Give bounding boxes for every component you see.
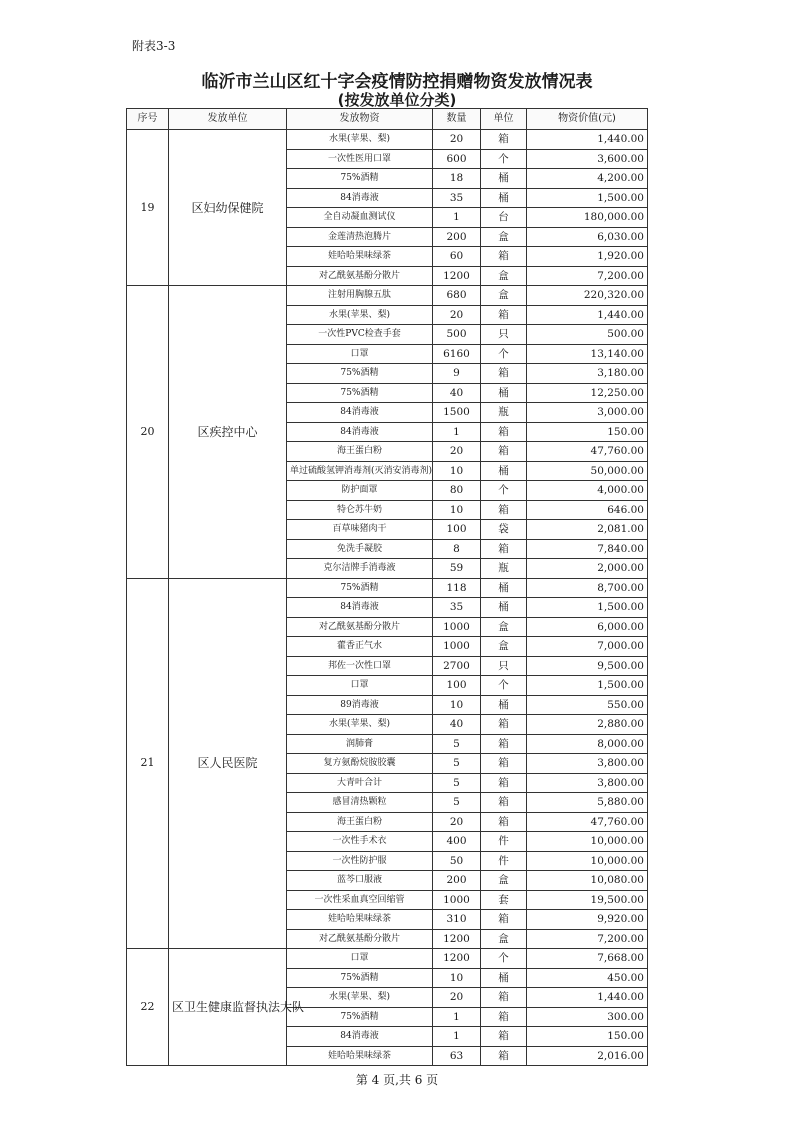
header-unit: 发放单位 [169,109,287,130]
value-cell: 500.00 [527,325,648,345]
value-cell: 10,080.00 [527,871,648,891]
item-cell: 89消毒液 [287,695,433,715]
measure-cell: 箱 [481,500,527,520]
value-cell: 4,000.00 [527,481,648,501]
distribution-table [126,108,648,1066]
item-cell: 84消毒液 [287,422,433,442]
measure-cell: 箱 [481,754,527,774]
value-cell: 150.00 [527,422,648,442]
value-cell: 19,500.00 [527,890,648,910]
item-cell: 水果(苹果、梨) [287,130,433,150]
value-cell: 47,760.00 [527,812,648,832]
item-cell: 单过硫酸氢钾消毒剂(灭消安消毒剂) [287,461,433,481]
measure-cell: 箱 [481,812,527,832]
quantity-cell: 1000 [433,617,481,637]
value-cell: 2,000.00 [527,559,648,579]
quantity-cell: 50 [433,851,481,871]
quantity-cell: 63 [433,1046,481,1066]
quantity-cell: 40 [433,715,481,735]
quantity-cell: 600 [433,149,481,169]
item-cell: 防护面罩 [287,481,433,501]
value-cell: 6,000.00 [527,617,648,637]
item-cell: 84消毒液 [287,1027,433,1047]
item-cell: 克尔洁牌手消毒液 [287,559,433,579]
quantity-cell: 1 [433,1027,481,1047]
item-cell: 一次性采血真空回缩管 [287,890,433,910]
quantity-cell: 59 [433,559,481,579]
measure-cell: 箱 [481,773,527,793]
item-cell: 娃哈哈果味绿茶 [287,910,433,930]
measure-cell: 个 [481,149,527,169]
measure-cell: 箱 [481,442,527,462]
measure-cell: 盒 [481,286,527,306]
quantity-cell: 200 [433,871,481,891]
value-cell: 7,000.00 [527,637,648,657]
item-cell: 75%酒精 [287,383,433,403]
measure-cell: 箱 [481,734,527,754]
quantity-cell: 5 [433,734,481,754]
page-title: 临沂市兰山区红十字会疫情防控捐赠物资发放情况表 [201,72,593,92]
quantity-cell: 1200 [433,266,481,286]
item-cell: 75%酒精 [287,1007,433,1027]
quantity-cell: 400 [433,832,481,852]
quantity-cell: 60 [433,247,481,267]
measure-cell: 桶 [481,461,527,481]
measure-cell: 箱 [481,539,527,559]
quantity-cell: 118 [433,578,481,598]
quantity-cell: 10 [433,695,481,715]
value-cell: 5,880.00 [527,793,648,813]
value-cell: 550.00 [527,695,648,715]
item-cell: 润肺膏 [287,734,433,754]
header-item: 发放物资 [287,109,433,130]
value-cell: 450.00 [527,968,648,988]
measure-cell: 只 [481,325,527,345]
measure-cell: 桶 [481,968,527,988]
item-cell: 娃哈哈果味绿茶 [287,1046,433,1066]
value-cell: 2,880.00 [527,715,648,735]
value-cell: 3,180.00 [527,364,648,384]
quantity-cell: 100 [433,520,481,540]
value-cell: 7,668.00 [527,949,648,969]
measure-cell: 箱 [481,715,527,735]
quantity-cell: 20 [433,130,481,150]
group-unit-cell: 区人民医院 [169,578,287,949]
item-cell: 水果(苹果、梨) [287,988,433,1008]
item-cell: 一次性手术衣 [287,832,433,852]
measure-cell: 箱 [481,422,527,442]
item-cell: 一次性PVC检查手套 [287,325,433,345]
item-cell: 免洗手凝胶 [287,539,433,559]
value-cell: 9,500.00 [527,656,648,676]
value-cell: 1,440.00 [527,130,648,150]
measure-cell: 桶 [481,188,527,208]
measure-cell: 桶 [481,695,527,715]
value-cell: 3,600.00 [527,149,648,169]
quantity-cell: 9 [433,364,481,384]
measure-cell: 只 [481,656,527,676]
measure-cell: 箱 [481,910,527,930]
value-cell: 150.00 [527,1027,648,1047]
item-cell: 口罩 [287,676,433,696]
item-cell: 百草味猪肉干 [287,520,433,540]
value-cell: 1,440.00 [527,988,648,1008]
quantity-cell: 5 [433,754,481,774]
header-seq: 序号 [127,109,169,130]
item-cell: 藿香正气水 [287,637,433,657]
item-cell: 对乙酰氨基酚分散片 [287,929,433,949]
item-cell: 84消毒液 [287,598,433,618]
quantity-cell: 20 [433,988,481,1008]
quantity-cell: 20 [433,812,481,832]
item-cell: 口罩 [287,344,433,364]
quantity-cell: 8 [433,539,481,559]
quantity-cell: 1 [433,1007,481,1027]
attachment-label: 附表3-3 [132,39,176,53]
table-row [127,286,648,306]
measure-cell: 件 [481,832,527,852]
item-cell: 娃哈哈果味绿茶 [287,247,433,267]
value-cell: 180,000.00 [527,208,648,228]
header-qty: 数量 [433,109,481,130]
measure-cell: 箱 [481,1007,527,1027]
value-cell: 10,000.00 [527,851,648,871]
item-cell: 注射用胸腺五肽 [287,286,433,306]
measure-cell: 箱 [481,130,527,150]
value-cell: 4,200.00 [527,169,648,189]
group-unit-cell: 区卫生健康监督执法大队 [169,949,287,1066]
value-cell: 3,800.00 [527,754,648,774]
value-cell: 9,920.00 [527,910,648,930]
measure-cell: 个 [481,481,527,501]
quantity-cell: 680 [433,286,481,306]
value-cell: 8,000.00 [527,734,648,754]
quantity-cell: 40 [433,383,481,403]
measure-cell: 箱 [481,364,527,384]
measure-cell: 盒 [481,871,527,891]
table-row [127,949,648,969]
item-cell: 水果(苹果、梨) [287,715,433,735]
item-cell: 84消毒液 [287,188,433,208]
value-cell: 7,200.00 [527,266,648,286]
measure-cell: 盒 [481,266,527,286]
value-cell: 1,440.00 [527,305,648,325]
measure-cell: 箱 [481,988,527,1008]
quantity-cell: 6160 [433,344,481,364]
item-cell: 海王蛋白粉 [287,812,433,832]
measure-cell: 瓶 [481,559,527,579]
table-row [127,130,648,150]
item-cell: 对乙酰氨基酚分散片 [287,266,433,286]
measure-cell: 桶 [481,169,527,189]
item-cell: 84消毒液 [287,403,433,423]
measure-cell: 个 [481,344,527,364]
measure-cell: 箱 [481,1046,527,1066]
group-seq-cell: 21 [127,578,169,949]
quantity-cell: 1200 [433,949,481,969]
measure-cell: 套 [481,890,527,910]
value-cell: 2,081.00 [527,520,648,540]
value-cell: 1,500.00 [527,188,648,208]
quantity-cell: 100 [433,676,481,696]
quantity-cell: 80 [433,481,481,501]
item-cell: 水果(苹果、梨) [287,305,433,325]
measure-cell: 件 [481,851,527,871]
item-cell: 特仑苏牛奶 [287,500,433,520]
quantity-cell: 10 [433,500,481,520]
value-cell: 8,700.00 [527,578,648,598]
quantity-cell: 1500 [433,403,481,423]
value-cell: 12,250.00 [527,383,648,403]
quantity-cell: 5 [433,793,481,813]
quantity-cell: 35 [433,188,481,208]
item-cell: 金莲清热泡腾片 [287,227,433,247]
group-unit-cell: 区疾控中心 [169,286,287,579]
item-cell: 全自动凝血测试仪 [287,208,433,228]
table-row [127,578,648,598]
measure-cell: 箱 [481,1027,527,1047]
header-value: 物资价值(元) [527,109,648,130]
item-cell: 一次性医用口罩 [287,149,433,169]
table-header-row [127,109,648,130]
item-cell: 蓝芩口服液 [287,871,433,891]
quantity-cell: 1000 [433,637,481,657]
quantity-cell: 18 [433,169,481,189]
measure-cell: 盒 [481,227,527,247]
item-cell: 邦佐一次性口罩 [287,656,433,676]
item-cell: 75%酒精 [287,364,433,384]
measure-cell: 箱 [481,305,527,325]
value-cell: 50,000.00 [527,461,648,481]
value-cell: 7,840.00 [527,539,648,559]
value-cell: 1,920.00 [527,247,648,267]
value-cell: 3,000.00 [527,403,648,423]
table-body [127,130,648,1066]
quantity-cell: 310 [433,910,481,930]
quantity-cell: 1000 [433,890,481,910]
quantity-cell: 35 [433,598,481,618]
measure-cell: 桶 [481,598,527,618]
group-seq-cell: 20 [127,286,169,579]
measure-cell: 盒 [481,929,527,949]
group-seq-cell: 19 [127,130,169,286]
measure-cell: 桶 [481,383,527,403]
item-cell: 75%酒精 [287,169,433,189]
item-cell: 海王蛋白粉 [287,442,433,462]
item-cell: 感冒清热颗粒 [287,793,433,813]
item-cell: 大青叶合计 [287,773,433,793]
value-cell: 7,200.00 [527,929,648,949]
value-cell: 13,140.00 [527,344,648,364]
measure-cell: 箱 [481,793,527,813]
measure-cell: 桶 [481,578,527,598]
item-cell: 75%酒精 [287,968,433,988]
measure-cell: 个 [481,949,527,969]
item-cell: 口罩 [287,949,433,969]
item-cell: 复方氨酚烷胺胶囊 [287,754,433,774]
quantity-cell: 5 [433,773,481,793]
value-cell: 220,320.00 [527,286,648,306]
group-seq-cell: 22 [127,949,169,1066]
item-cell: 对乙酰氨基酚分散片 [287,617,433,637]
measure-cell: 个 [481,676,527,696]
value-cell: 2,016.00 [527,1046,648,1066]
value-cell: 1,500.00 [527,676,648,696]
measure-cell: 盒 [481,637,527,657]
measure-cell: 盒 [481,617,527,637]
quantity-cell: 1 [433,422,481,442]
header-measure: 单位 [481,109,527,130]
quantity-cell: 1 [433,208,481,228]
page-footer: 第 4 页,共 6 页 [355,1073,439,1087]
group-unit-cell: 区妇幼保健院 [169,130,287,286]
quantity-cell: 20 [433,305,481,325]
quantity-cell: 500 [433,325,481,345]
value-cell: 47,760.00 [527,442,648,462]
value-cell: 3,800.00 [527,773,648,793]
quantity-cell: 2700 [433,656,481,676]
measure-cell: 瓶 [481,403,527,423]
value-cell: 300.00 [527,1007,648,1027]
measure-cell: 箱 [481,247,527,267]
quantity-cell: 10 [433,968,481,988]
quantity-cell: 20 [433,442,481,462]
page-subtitle: (按发放单位分类) [337,91,457,109]
value-cell: 10,000.00 [527,832,648,852]
quantity-cell: 1200 [433,929,481,949]
measure-cell: 袋 [481,520,527,540]
value-cell: 1,500.00 [527,598,648,618]
item-cell: 75%酒精 [287,578,433,598]
quantity-cell: 10 [433,461,481,481]
value-cell: 646.00 [527,500,648,520]
item-cell: 一次性防护服 [287,851,433,871]
quantity-cell: 200 [433,227,481,247]
value-cell: 6,030.00 [527,227,648,247]
measure-cell: 台 [481,208,527,228]
